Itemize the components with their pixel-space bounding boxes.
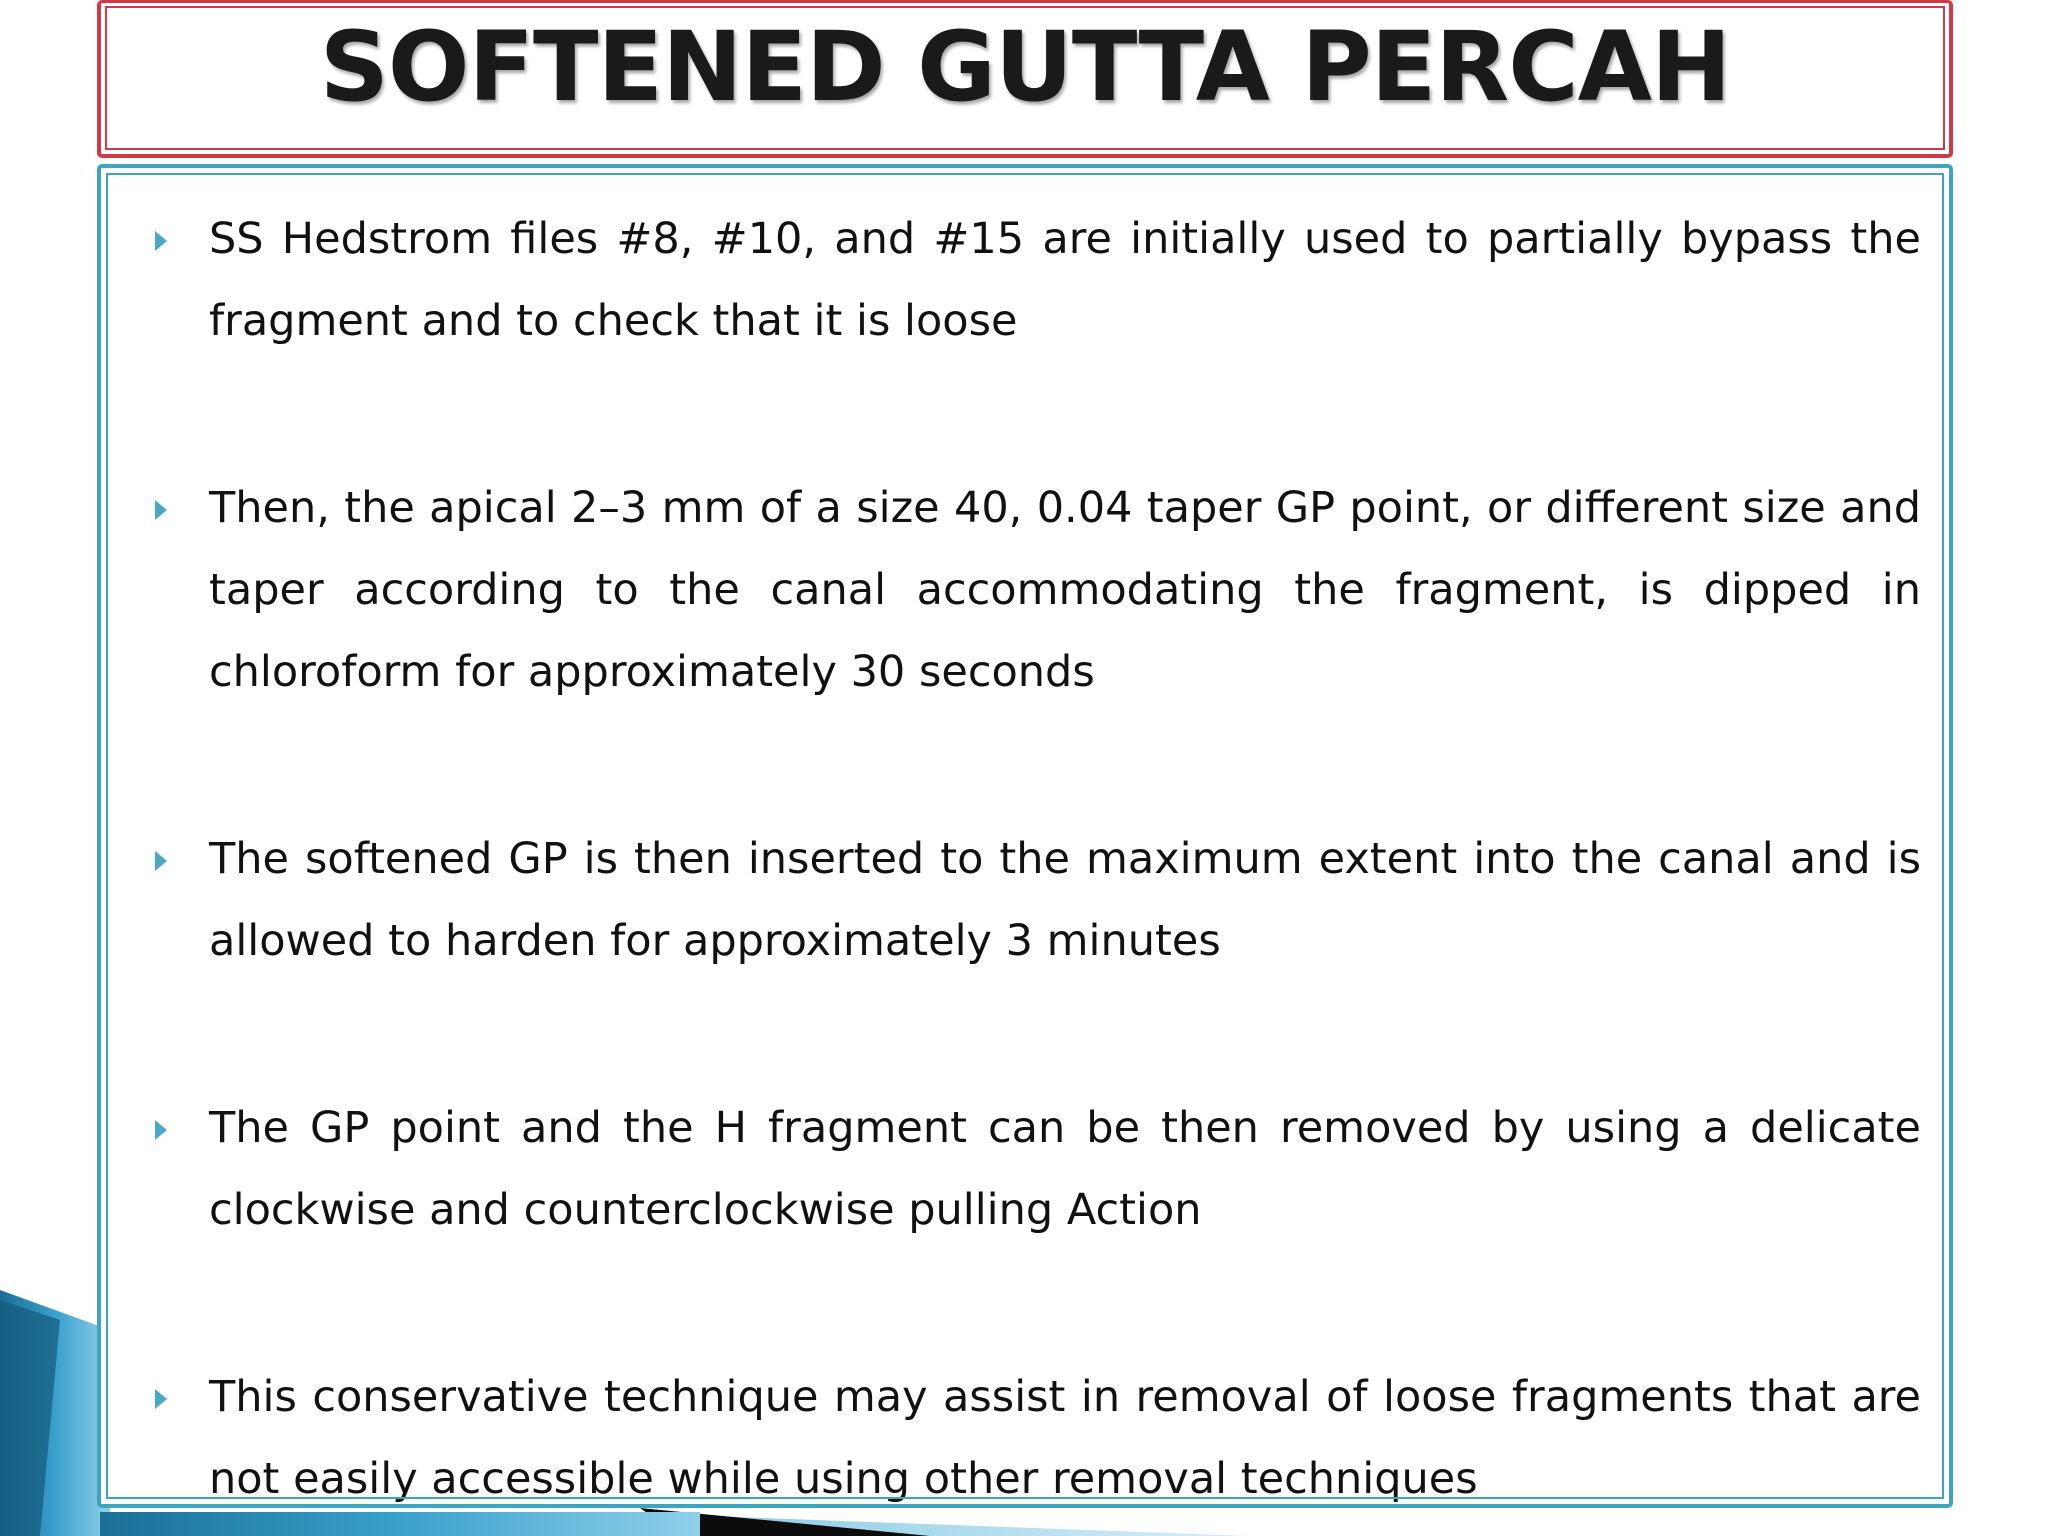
bullet-text: The GP point and the H fragment can be then removed by using a delicate clockwise and counterclockwise pulling Action <box>209 1103 1921 1235</box>
bullet-text: SS Hedstrom files #8, #10, and #15 are initially used to partially bypass the fragment and to check that it is loose <box>209 214 1921 346</box>
triangle-bullet-icon <box>155 1120 167 1140</box>
title-box <box>97 0 1953 158</box>
triangle-bullet-icon <box>155 1389 167 1409</box>
bullet-text: Then, the apical 2–3 mm of a size 40, 0.04 taper GP point, or different size and taper according to the canal accommodating the fragment, is dipped in chloroform for approximately 30 seconds <box>209 483 1921 697</box>
bullet-text: This conservative technique may assist in removal of loose fragments that are not easily accessible while using other removal techniques <box>209 1372 1921 1504</box>
content-box <box>97 164 1953 1508</box>
bullet-item <box>209 818 1921 982</box>
triangle-bullet-icon <box>155 851 167 871</box>
triangle-bullet-icon <box>155 500 167 520</box>
bullet-item <box>209 1356 1921 1520</box>
bullet-item <box>209 198 1921 362</box>
bullet-item <box>209 1087 1921 1251</box>
bullet-item <box>209 467 1921 713</box>
bullet-text: The softened GP is then inserted to the maximum extent into the canal and is allowed to harden for approximately 3 minutes <box>209 834 1921 966</box>
bullet-list <box>101 168 1949 1504</box>
slide-title: SOFTENED GUTTA PERCAH <box>319 11 1731 123</box>
triangle-bullet-icon <box>155 231 167 251</box>
